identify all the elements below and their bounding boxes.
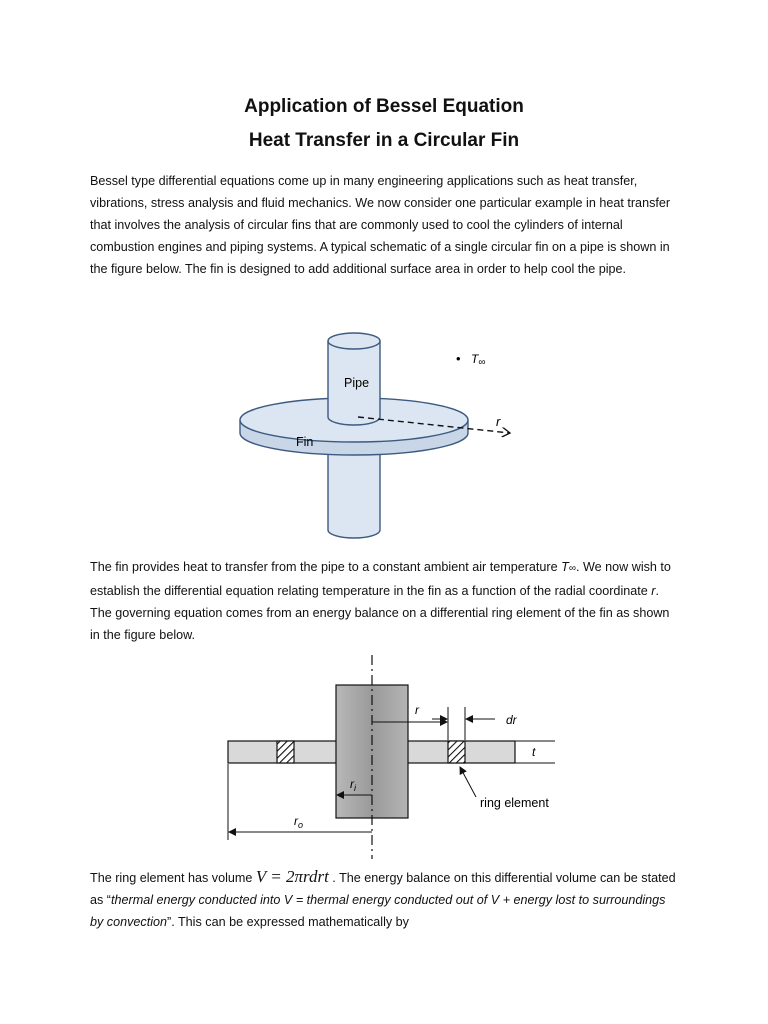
t-label: t — [532, 745, 536, 759]
p3-part2: . The energy balance on this differential volume can be stated as “ — [90, 871, 676, 907]
pipe-label: Pipe — [344, 376, 370, 390]
paragraph-balance — [90, 866, 682, 933]
p2-part3: . The governing equation comes from an energy balance on a differential ring element of the fin as shown in the figure below. — [90, 584, 670, 642]
pipe-fin-figure — [220, 325, 540, 545]
document-title: Application of Bessel Equation — [244, 96, 524, 117]
p2-part2: . We now wish to establish the differential equation relating temperature in the fin as a function of the radial coordinate — [90, 560, 671, 598]
p2-tinf-sub: ∞ — [568, 563, 576, 574]
ambient-t: T — [471, 352, 479, 366]
ring-element-label: ring element — [480, 796, 549, 810]
paragraph-fin-text — [90, 556, 682, 646]
p2-part1: The fin provides heat to transfer from the pipe to a constant ambient air temperature — [90, 560, 562, 574]
paragraph-balance-text — [90, 866, 682, 933]
dr-label: dr — [506, 713, 517, 727]
ambient-bullet: • — [456, 351, 461, 366]
ring-element-right — [448, 741, 465, 763]
p3-quote: thermal energy conducted into V = thermal energy conducted out of V + energy lost to surroundings by convection — [90, 893, 666, 929]
ring-element-figure — [220, 652, 560, 862]
fin-label: Fin — [296, 435, 314, 449]
paragraph-intro-text: Bessel type differential equations come up in many engineering applications such as heat transfer, vibrations, stress analysis and fluid mechanics. We now consider one particular example in heat transfer that involves the analysis of circular fins that are commonly used to cool the cylinders of internal combustion engines and piping systems. A typical schematic of a single circular fin on a pipe is shown in the figure below. The fin is designed to add additional surface area in order to help cool the pipe. — [90, 174, 671, 276]
p3-part3: ”. This can be expressed mathematically by — [167, 915, 409, 929]
pipe-top — [328, 333, 380, 349]
document-subtitle: Heat Transfer in a Circular Fin — [248, 130, 520, 151]
r-label: r — [496, 414, 501, 429]
paragraph-fin — [90, 556, 682, 646]
ro-r: r — [294, 814, 298, 828]
p2-tinf: T — [561, 560, 569, 574]
p2-r: r — [651, 584, 656, 598]
ri-sub: i — [354, 783, 356, 793]
ro-sub: o — [298, 820, 304, 830]
paragraph-intro — [90, 170, 682, 280]
volume-equation: V = 2πrdrt — [255, 867, 329, 886]
ring-element-left — [277, 741, 294, 763]
ambient-inf: ∞ — [478, 357, 486, 368]
ambient-label — [471, 352, 485, 368]
ri-r: r — [350, 777, 354, 791]
r-dim-label: r — [415, 703, 419, 717]
ro-label — [294, 814, 303, 830]
p3-part1: The ring element has volume — [90, 871, 256, 885]
ring-element-leader — [460, 767, 476, 797]
